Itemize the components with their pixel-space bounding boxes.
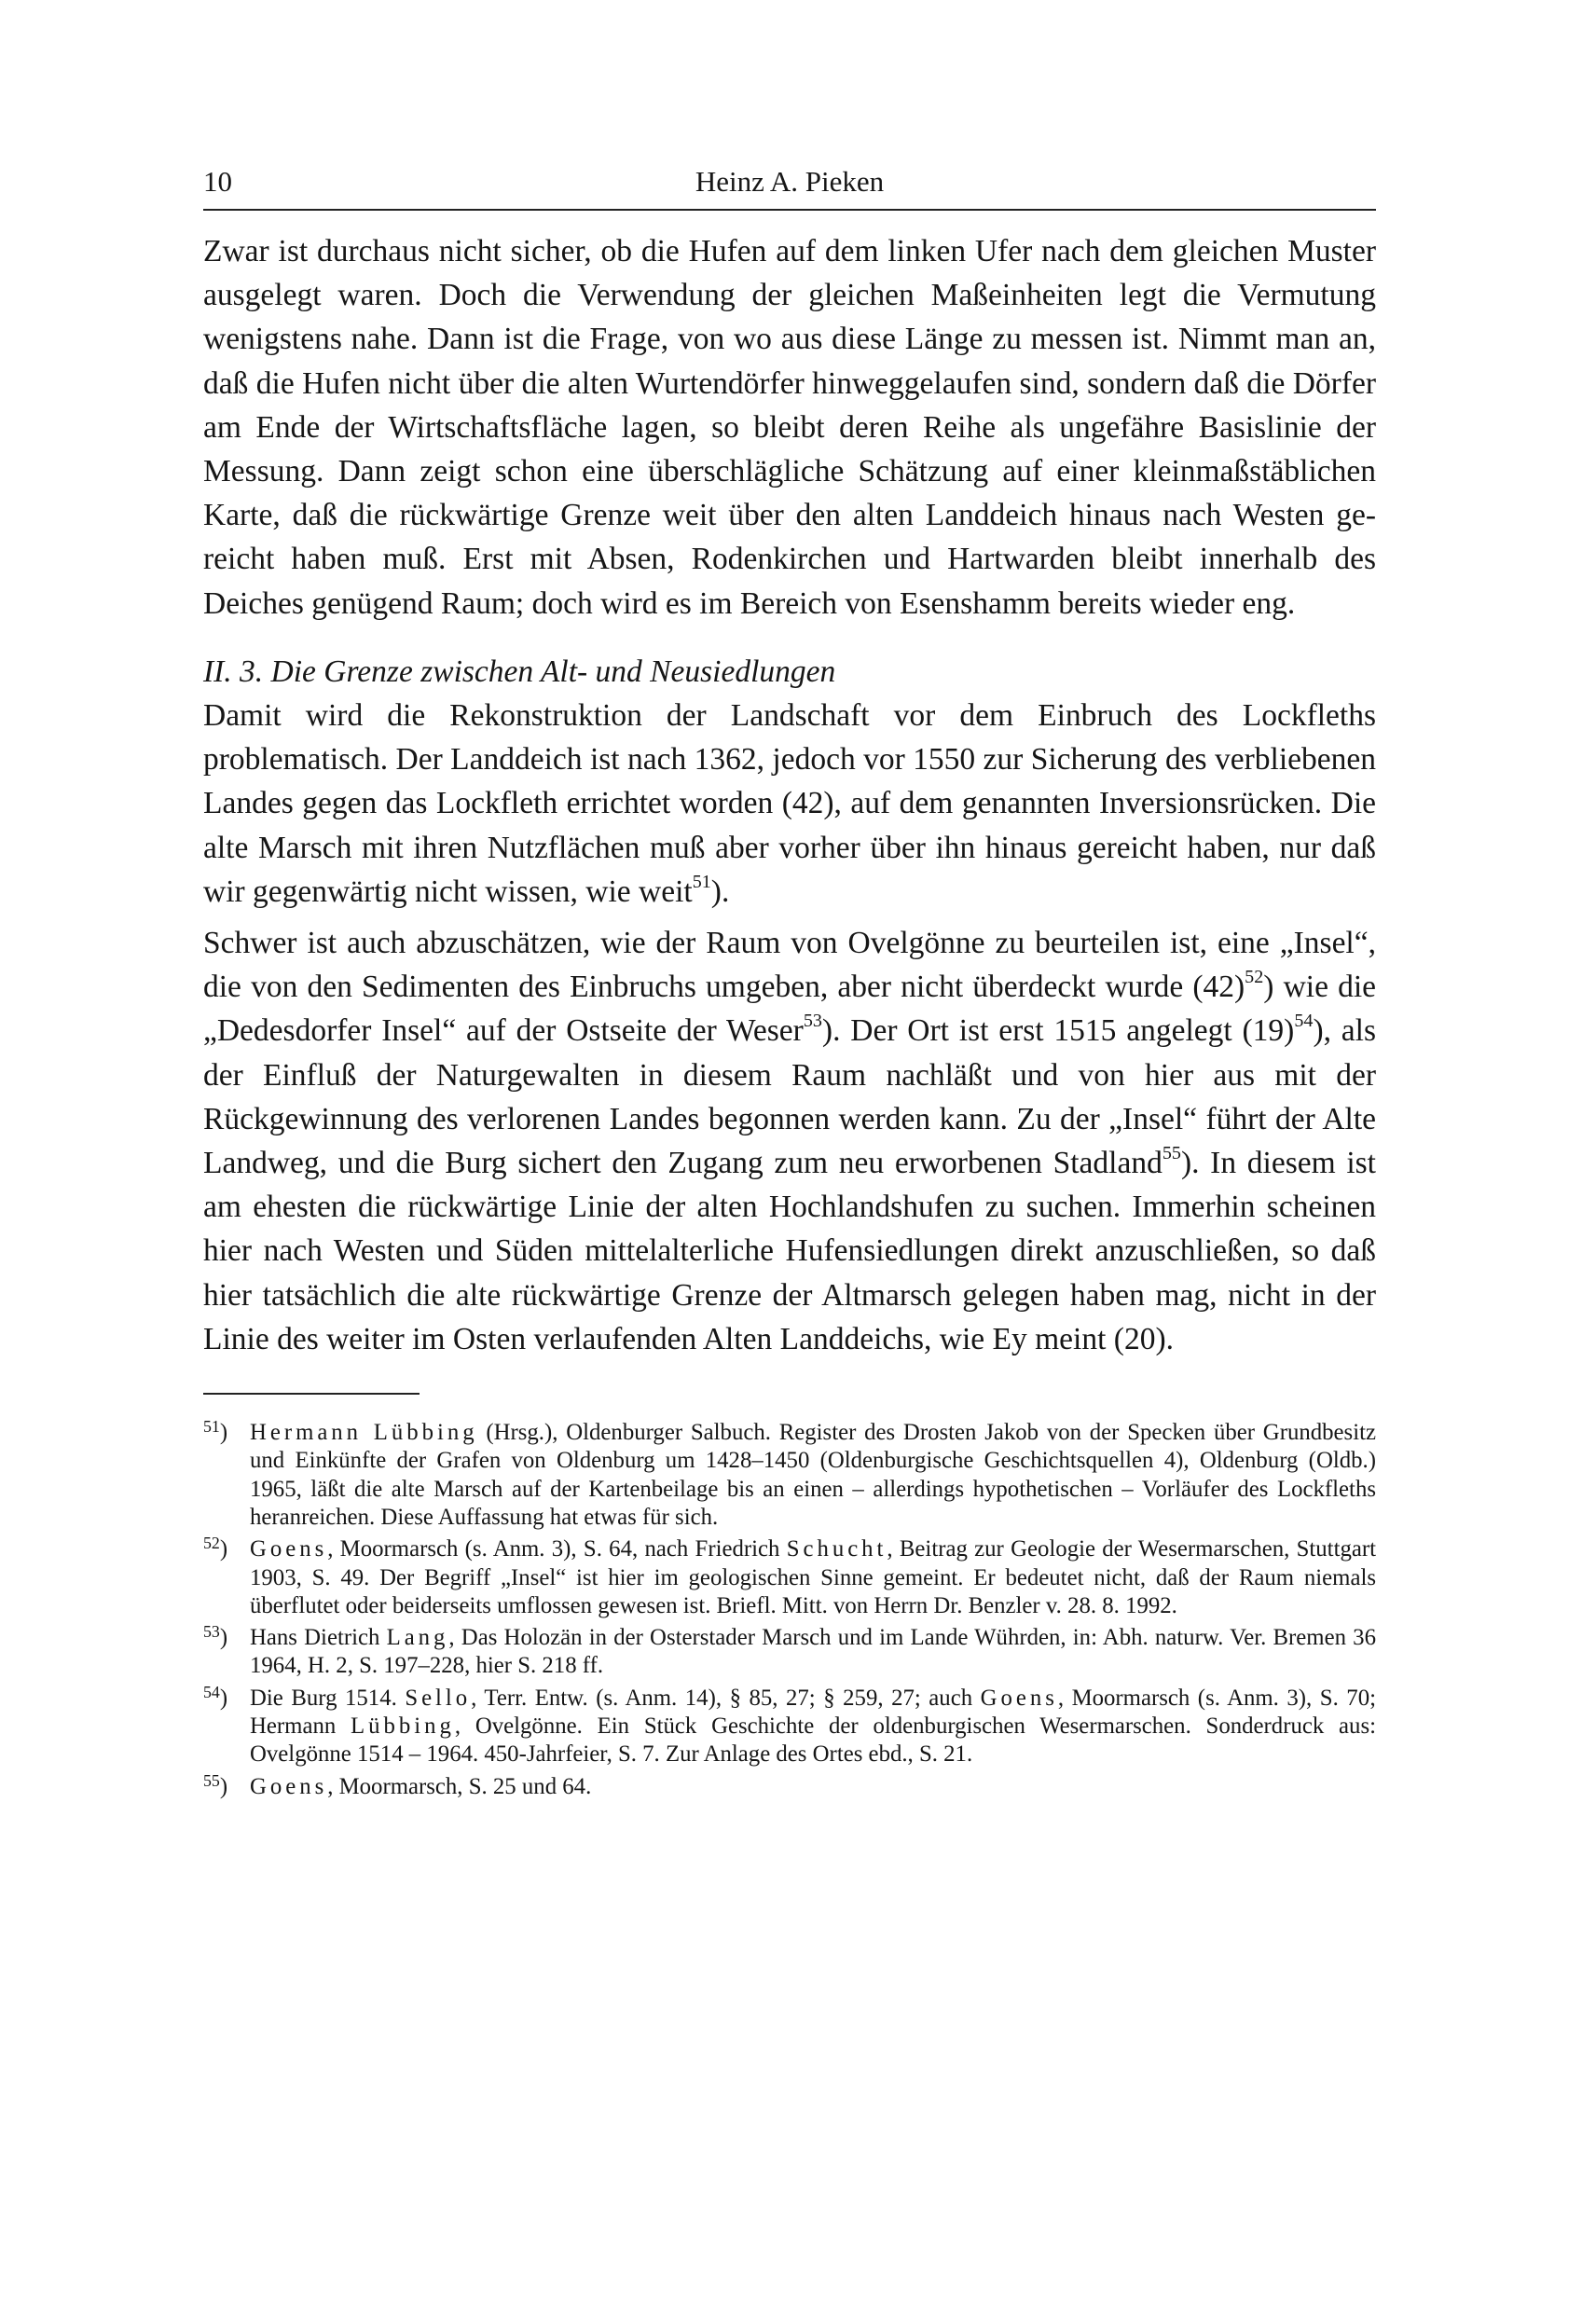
footnote-text: , Ovelgönne. Ein Stück Geschichte der oldenburgischen Wesermarschen. Sonderdruck aus: Ovelgönne 1514 – 1964. 450-Jahrfeier, S. 7. Zur Anlage des Ortes ebd., S. 21. (250, 1713, 1376, 1768)
footnote-text: , Moormarsch (s. Anm. 3), S. 64, nach Friedrich (327, 1536, 787, 1562)
footnote-ref[interactable]: 55 (1162, 1143, 1181, 1163)
footnote-author: Lübbing (351, 1713, 455, 1740)
paragraph-3-text: ). Der Ort ist erst 1515 angelegt (19) (821, 1013, 1295, 1049)
header-rule (203, 209, 1376, 211)
footnote-51 (203, 1419, 1376, 1532)
footnote-ref[interactable]: 53 (803, 1011, 822, 1032)
footnote-text: , Beitrag zur Geologie der Wesermarschen, Stuttgart 1903, S. 49. Der Begriff „Insel“ ist hier im geologischen Sinne gemeint. Er bedeutet nicht, daß der Raum niemals überflutet oder beiderseits umflossen gewesen ist. Briefl. Mitt. von Herrn Dr. Benzler v. 28. 8. 1992. (250, 1536, 1377, 1618)
footnote-author: Goens (250, 1536, 328, 1562)
running-head (203, 158, 1376, 205)
footnote-author: Lang (386, 1625, 449, 1651)
footnote-text: Hans Dietrich (250, 1625, 387, 1651)
paragraph-1: Zwar ist durchaus nicht sicher, ob die Hufen auf dem linken Ufer nach dem gleichen Muster ausgelegt waren. Doch die Verwendung der gleichen Maßeinheiten legt die Vermutung wenigstens nahe. Dann ist die Frage, von wo aus diese Länge zu messen ist. Nimmt man an, daß die Hufen nicht über die alten Wurtendörfer hinweggelaufen sind, sondern daß die Dörfer am Ende der Wirtschaftsfläche lagen, so bleibt deren Reihe als ungefähre Basislinie der Messung. Dann zeigt schon eine überschlägliche Schätzung auf einer kleinmaßstäblichen Karte, daß die rückwärtige Grenze weit über den alten Landdeich hinaus nach Westen gereicht haben muß. Erst mit Absen, Rodenkirchen und Hartwarden bleibt innerhalb des Deiches genügend Raum; doch wird es im Bereich von Esenshamm bereits wieder eng. (203, 234, 1376, 621)
paragraph-3-text: ), als der Einfluß der Naturgewalten in diesem Raum nachläßt und von hier aus mit der Rückgewinnung des verlorenen Landes begonnen werden kann. Zu der „Insel“ führt der Alte Landweg, und die Burg sichert den Zugang zum neu erworbenen Stadland (203, 1013, 1376, 1181)
footnote-rule (203, 1393, 420, 1395)
paragraph-2-text: Damit wird die Rekonstruktion der Landschaft vor dem Einbruch des Lockfleths problematisch. Der Landdeich ist nach 1362, jedoch vor 1550 zur Sicherung des verbliebenen Landes gegen das Lockfleth errichtet worden (42), auf dem genannten Inversionsrücken. Die alte Marsch mit ihren Nutzflächen muß aber vorher über ihn hinaus gereicht haben, nur daß wir gegenwärtig nicht wissen, wie weit (203, 698, 1376, 909)
footnote-author: Schucht (786, 1536, 887, 1562)
footnote-text: , Moormarsch, S. 25 und 64. (327, 1773, 592, 1799)
footnote-text: , Moormarsch (s. Anm. 3), S. 70; Hermann (250, 1685, 1376, 1740)
footnote-author: Goens (250, 1773, 328, 1799)
footnote-author: Sello (405, 1685, 472, 1711)
footnote-ref[interactable]: 54 (1294, 1011, 1314, 1032)
page-number: 10 (203, 165, 232, 198)
running-title: Heinz A. Pieken (695, 165, 885, 198)
footnote-ref[interactable]: 52 (1245, 967, 1264, 988)
footnote-number: $^{53}$) (203, 1622, 228, 1651)
footnote-text: , Das Holozän in der Osterstader Marsch und im Lande Wührden, in: Abh. naturw. Ver. Bremen 36 1964, H. 2, S. 197–228, hier S. 218 ff. (250, 1625, 1376, 1679)
paragraph-3-text: ) wie die „Dedesdorfer Insel“ auf der Ostseite der Weser (203, 970, 1377, 1049)
page (203, 158, 1376, 1805)
paragraph-2-end: ). (710, 874, 730, 909)
paragraph-3 (203, 921, 1376, 1361)
footnote-53 (203, 1624, 1376, 1681)
paragraph-3-text: ). In diesem ist am ehesten die rückwärtige Linie der alten Hochlandshufen zu suchen. Immerhin scheinen hier nach Westen und Süden mittelalterliche Hufensiedlungen direkt anzuschließen, so daß hier tatsächlich die alte rückwärtige Grenze der Altmarsch gelegen haben mag, nicht in der Linie des weiter im Osten verlaufenden Alten Landdeichs, wie Ey meint (20). (203, 1146, 1376, 1356)
footnote-ref[interactable]: 51 (692, 871, 711, 892)
footnote-text: , Terr. Entw. (s. Anm. 14), § 85, 27; § 259, 27; auch (471, 1685, 981, 1711)
footnote-number: $^{55}$) (203, 1770, 228, 1799)
footnote-number: $^{51}$) (203, 1417, 228, 1446)
paragraph-2 (203, 694, 1376, 914)
section-heading: II. 3. Die Grenze zwischen Alt- und Neusiedlungen (203, 654, 836, 689)
body-text (203, 229, 1376, 1361)
footnote-55 (203, 1770, 1376, 1801)
footnote-author: Hermann Lübbing (250, 1420, 478, 1446)
footnote-54 (203, 1682, 1376, 1769)
footnote-number: $^{52}$) (203, 1534, 228, 1562)
footnote-text: (Hrsg.), Oldenburger Salbuch. Register des Drosten Jakob von der Specken über Grundbesitz und Einkünfte der Grafen von Oldenburg um 1428–1450 (Oldenburgische Geschichtsquellen 4), Oldenburg (Oldb.) 1965, läßt die alte Marsch auf der Kartenbeilage bis an einen – allerdings hypothetischen – Vorläufer des Lockfleths heranreichen. Diese Auffassung hat etwas für sich. (250, 1420, 1376, 1530)
footnote-author: Goens (980, 1685, 1058, 1711)
footnotes (203, 1419, 1376, 1801)
footnote-number: $^{54}$) (203, 1682, 228, 1711)
footnote-52 (203, 1535, 1376, 1620)
paragraph-3-text: Schwer ist auch abzuschätzen, wie der Raum von Ovelgönne zu beurteilen ist, eine „Insel“, die von den Sedimenten des Einbruchs umgeben, aber nicht überdeckt wurde (42) (203, 926, 1376, 1005)
footnote-text: Die Burg 1514. (250, 1685, 406, 1711)
